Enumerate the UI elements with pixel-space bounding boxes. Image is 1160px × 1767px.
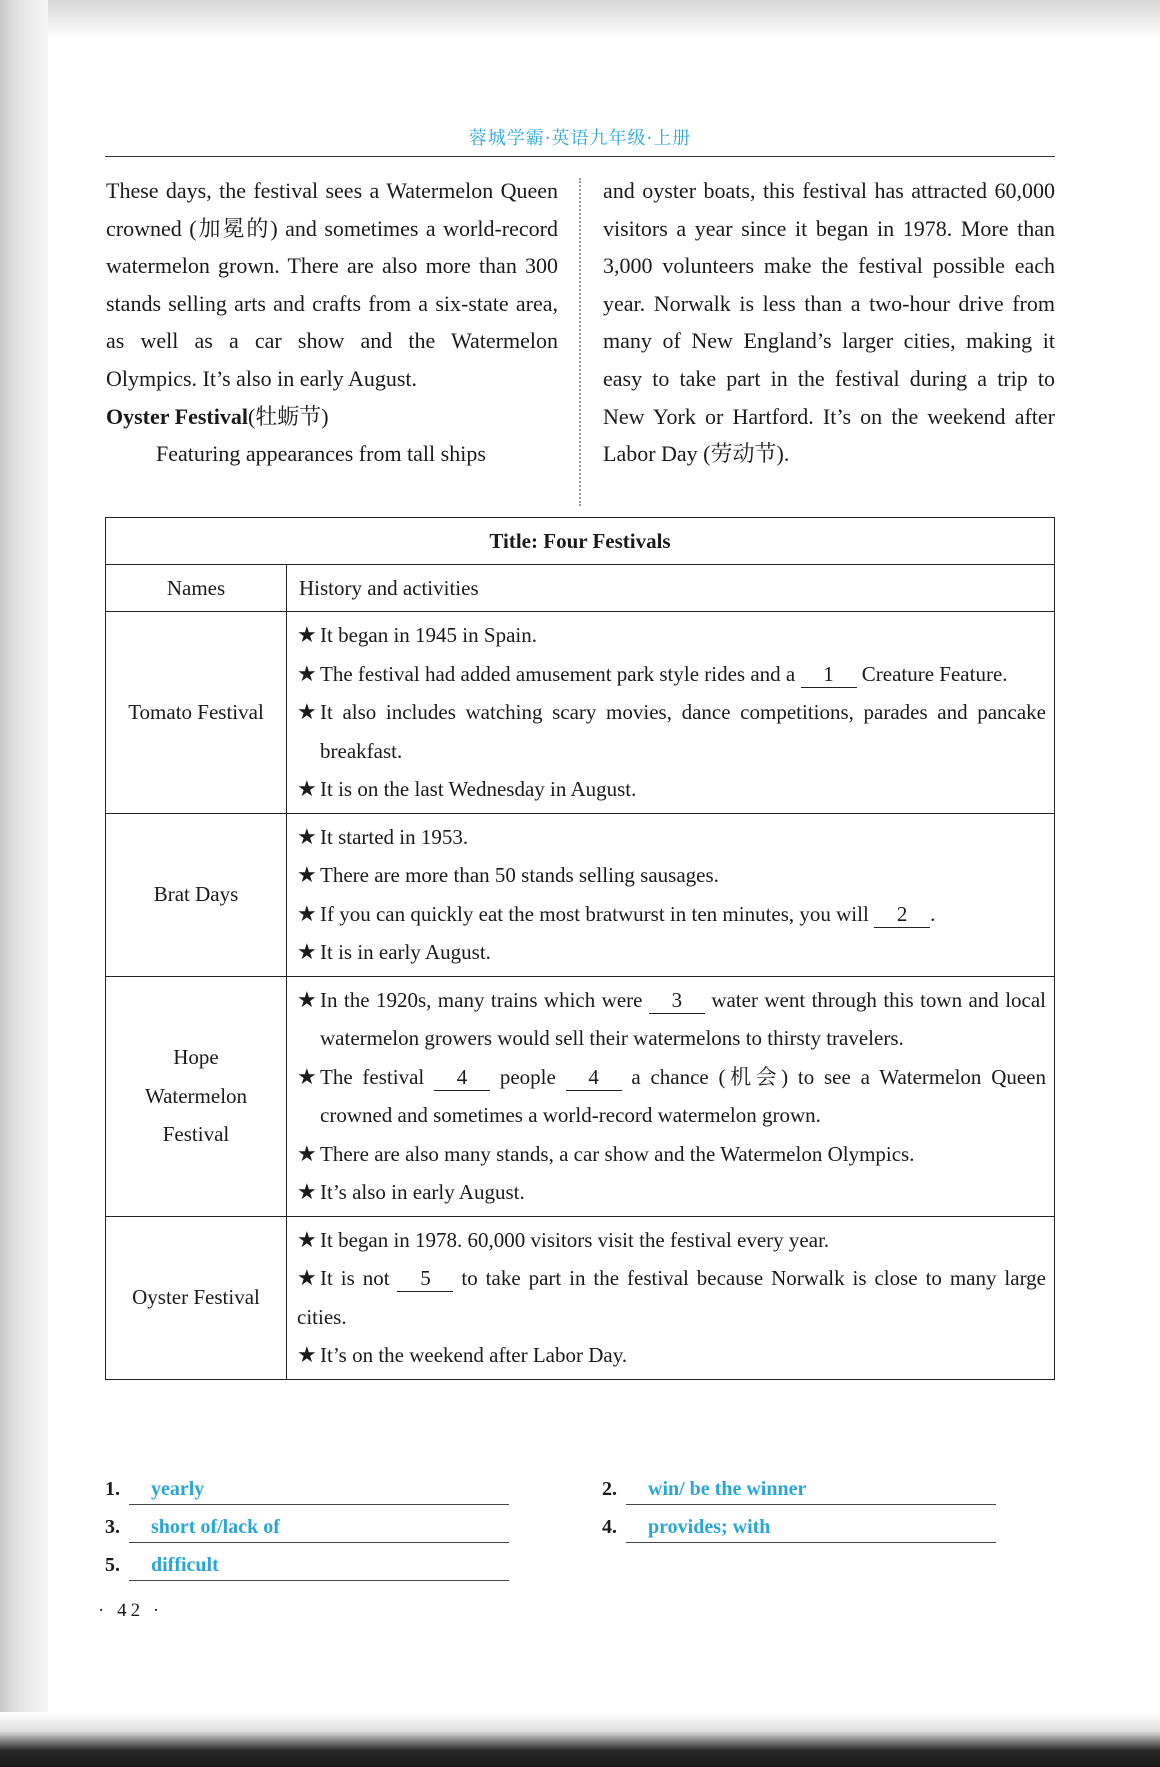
star-icon: ★ (297, 660, 317, 686)
passage-paragraph: and oyster boats, this festival has attracted 60,000 visitors a year since it began in 1978. More than 3,000 volunteers make the festival possible each year. Norwalk is less than a two-hour drive from many of New England’s larger cities, making it easy to take part in the festival during a trip to New York or Hartford. It’s on the weekend after Labor Day (劳动节). (603, 178, 1055, 467)
column-divider (579, 178, 581, 506)
passage-left-column (106, 172, 558, 473)
table-title: Title: Four Festivals (106, 518, 1055, 565)
blank-1[interactable]: 1 (801, 661, 857, 688)
bullet-item: ★ It’s also in early August. (297, 1173, 1046, 1212)
star-icon: ★ (297, 1063, 317, 1089)
blank-3[interactable]: 3 (649, 987, 705, 1014)
answer-item: 1. yearly (105, 1478, 510, 1508)
star-icon: ★ (297, 939, 317, 964)
column-header-history: History and activities (287, 565, 1055, 612)
festival-name: Brat Days (106, 813, 287, 976)
header-rule (105, 156, 1055, 157)
star-icon: ★ (297, 776, 317, 801)
blank-4b[interactable]: 4 (566, 1064, 622, 1091)
bullet-item: ★ It is in early August. (297, 933, 1046, 972)
answer-item: 5. difficult (105, 1554, 510, 1584)
answer-value[interactable]: short of/lack of (151, 1516, 280, 1538)
star-icon: ★ (297, 1226, 317, 1252)
star-icon: ★ (297, 699, 317, 724)
history-cell (287, 612, 1055, 814)
star-icon: ★ (297, 1342, 317, 1367)
bullet-item: ★ If you can quickly eat the most bratwurst in ten minutes, you will 2 . (297, 895, 1046, 934)
answer-item: 2. win/ be the winner (602, 1478, 1002, 1508)
oyster-festival-subheading (106, 398, 558, 436)
bullet-item: ★ It began in 1945 in Spain. (297, 616, 1046, 655)
blank-5[interactable]: 5 (397, 1265, 453, 1292)
bullet-item: ★ The festival 4 people 4 a chance (机会) to see a Watermelon Queen crowned and sometimes a world-record watermelon grown. (297, 1058, 1046, 1135)
column-header-names: Names (106, 565, 287, 612)
history-cell (287, 976, 1055, 1216)
answer-value[interactable]: provides; with (648, 1516, 771, 1538)
answer-value[interactable]: difficult (151, 1554, 219, 1576)
passage-right-column (603, 172, 1055, 473)
history-cell (287, 1216, 1055, 1379)
star-icon: ★ (297, 986, 317, 1012)
bullet-item: ★ There are also many stands, a car show and the Watermelon Olympics. (297, 1135, 1046, 1174)
star-icon: ★ (297, 1265, 317, 1290)
star-icon: ★ (297, 823, 317, 849)
blank-2[interactable]: 2 (874, 901, 930, 928)
table-row-tomato (106, 612, 1055, 814)
festival-name: Tomato Festival (106, 612, 287, 814)
subheading-chinese: (牡蛎节) (247, 403, 329, 429)
bullet-item: ★ The festival had added amusement park style rides and a 1 Creature Feature. (297, 655, 1046, 694)
bullet-item: ★ In the 1920s, many trains which were 3 water went through this town and local watermelon growers would sell their watermelons to thirsty travelers. (297, 981, 1046, 1058)
bullet-item: ★ It is on the last Wednesday in August. (297, 770, 1046, 809)
star-icon: ★ (297, 1179, 317, 1204)
answer-value[interactable]: yearly (151, 1478, 205, 1500)
answer-value[interactable]: win/ be the winner (648, 1478, 807, 1500)
bullet-item: ★ It began in 1978. 60,000 visitors visit the festival every year. (297, 1221, 1046, 1260)
book-spine-shadow (0, 0, 48, 1767)
star-icon: ★ (297, 900, 317, 926)
festivals-table (105, 517, 1055, 1380)
running-header: 蓉城学霸·英语九年级·上册 (468, 128, 692, 149)
answer-item: 4. provides; with (602, 1516, 1002, 1546)
bullet-item: ★ It also includes watching scary movies, dance competitions, parades and pancake breakfast. (297, 693, 1046, 770)
star-icon: ★ (297, 862, 317, 887)
passage-paragraph: These days, the festival sees a Watermelon Queen crowned (加冕的) and sometimes a world-record watermelon grown. There are also more than 300 stands selling arts and crafts from a six-state area, as well as a car show and the Watermelon Olympics. It’s also in early August. (106, 178, 558, 391)
page-number: · 42 · (98, 1600, 164, 1621)
bullet-item: ★ There are more than 50 stands selling sausages. (297, 856, 1046, 895)
bullet-item: ★ It’s on the weekend after Labor Day. (297, 1336, 1046, 1375)
answer-item: 3. short of/lack of (105, 1516, 510, 1546)
table-row-hope (106, 976, 1055, 1216)
bullet-item: ★ It is not 5 to take part in the festival because Norwalk is close to many large cities. (297, 1259, 1046, 1336)
table-row-brat (106, 813, 1055, 976)
subheading-english: Oyster Festival (106, 403, 248, 429)
history-cell (287, 813, 1055, 976)
page-bottom-shadow (0, 1712, 1160, 1767)
festival-name: Oyster Festival (106, 1216, 287, 1379)
festival-name: Hope Watermelon Festival (106, 976, 287, 1216)
star-icon: ★ (297, 1140, 317, 1166)
table-row-oyster (106, 1216, 1055, 1379)
star-icon: ★ (297, 622, 317, 647)
bullet-item: ★ It started in 1953. (297, 818, 1046, 857)
passage-paragraph: Featuring appearances from tall ships (156, 441, 486, 467)
blank-4a[interactable]: 4 (434, 1064, 490, 1091)
page-top-shadow (0, 0, 1160, 40)
